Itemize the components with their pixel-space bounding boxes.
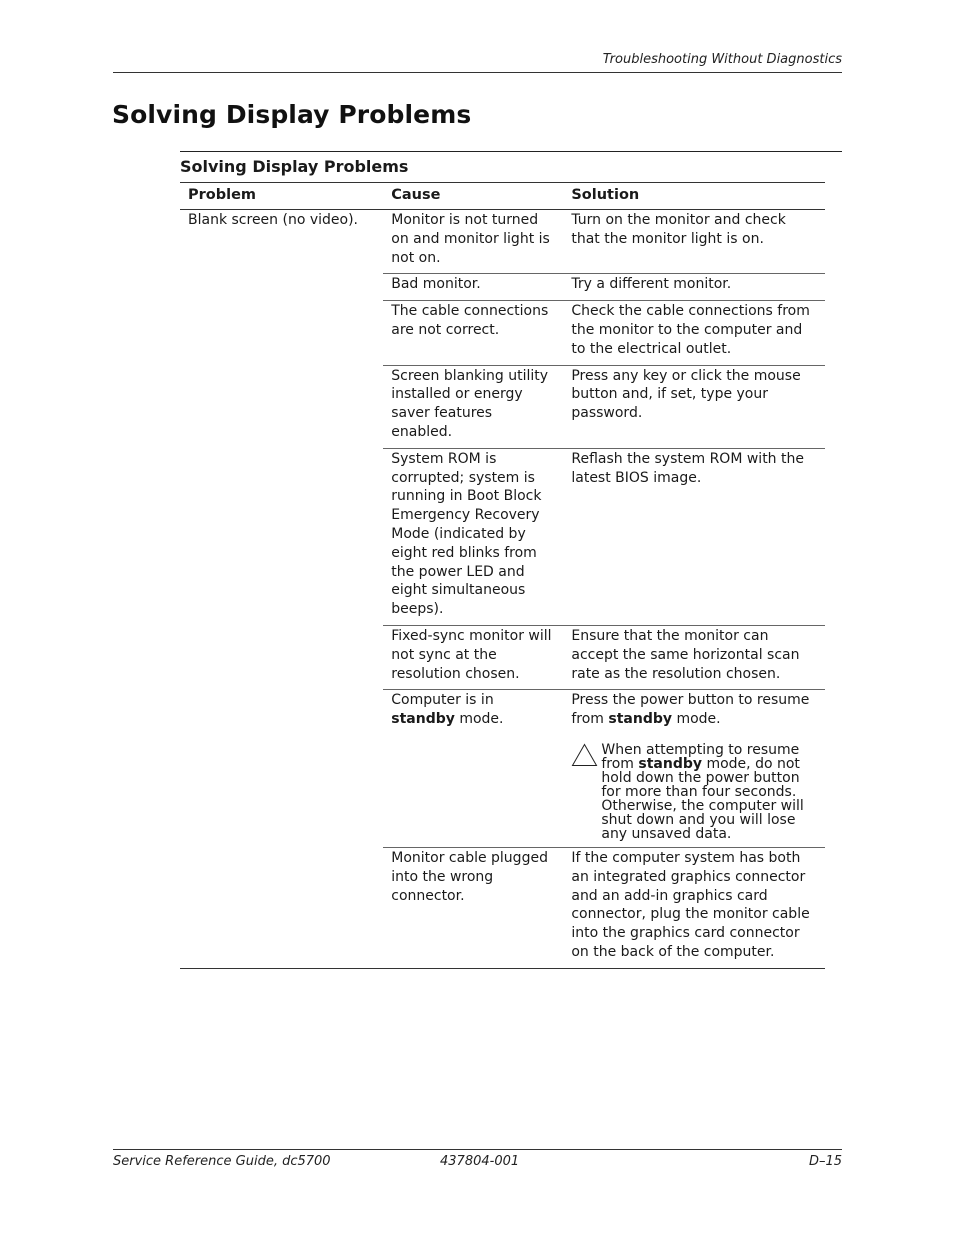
table-header-row [180,183,825,210]
caution-text-end: mode, do not hold down the power button for more than four seconds. Otherwise, the computer will shut down and you will lose any unsaved data. [601,755,804,842]
table-row [180,210,825,274]
solution-text-end: mode. [676,711,721,728]
problem-cell: Blank screen (no video). [180,210,383,969]
table-caption: Solving Display Problems [180,151,842,182]
cause-cell: The cable connections are not correct. [383,301,563,365]
cause-cell: Monitor cable plugged into the wrong connector. [383,847,563,968]
caution-emphasis: standby [638,755,703,772]
display-problems-table [180,182,825,969]
cause-text-end: mode. [459,711,504,728]
solution-cell: Check the cable connections from the monitor to the computer and to the electrical outlet. [563,301,825,365]
cause-cell: Screen blanking utility installed or energy saver features enabled. [383,365,563,448]
running-header: Troubleshooting Without Diagnostics [602,52,842,67]
footer-part-number: 437804-001 [440,1154,520,1169]
solution-cell: Turn on the monitor and check that the monitor light is on. [563,210,825,274]
caution-text-start: When attempting to resume from [601,741,800,772]
display-problems-table-container [180,151,842,969]
cause-cell: Fixed-sync monitor will not sync at the resolution chosen. [383,625,563,689]
caution-note [571,743,817,841]
page-title: Solving Display Problems [112,100,472,129]
footer-guide-title: Service Reference Guide, dc5700 [113,1154,331,1169]
cause-cell: Monitor is not turned on and monitor light is not on. [383,210,563,274]
caution-triangle-icon [571,743,601,841]
solution-text-block [571,691,817,729]
column-header-cause: Cause [383,183,563,210]
solution-cell [563,690,825,848]
footer-rule [113,1149,842,1150]
cause-emphasis: standby [391,711,455,728]
solution-cell: Ensure that the monitor can accept the same horizontal scan rate as the resolution chosen. [563,625,825,689]
column-header-solution: Solution [563,183,825,210]
solution-emphasis: standby [608,711,673,728]
footer-page-number: D–15 [808,1154,842,1169]
solution-cell: If the computer system has both an integrated graphics connector and an add-in graphics card connector, plug the monitor cable into the graphics card connector on the back of the computer. [563,847,825,968]
solution-cell: Reflash the system ROM with the latest BIOS image. [563,448,825,625]
solution-cell: Try a different monitor. [563,274,825,301]
cause-cell: Bad monitor. [383,274,563,301]
solution-cell: Press any key or click the mouse button and, if set, type your password. [563,365,825,448]
header-rule [113,72,842,73]
column-header-problem: Problem [180,183,383,210]
cause-cell [383,690,563,848]
caution-text [601,743,817,841]
solution-text: Press the power button to resume from [571,692,810,728]
cause-cell: System ROM is corrupted; system is running in Boot Block Emergency Recovery Mode (indicated by eight red blinks from the power LED and eight simultaneous beeps). [383,448,563,625]
cause-text: Computer is in [391,692,494,709]
